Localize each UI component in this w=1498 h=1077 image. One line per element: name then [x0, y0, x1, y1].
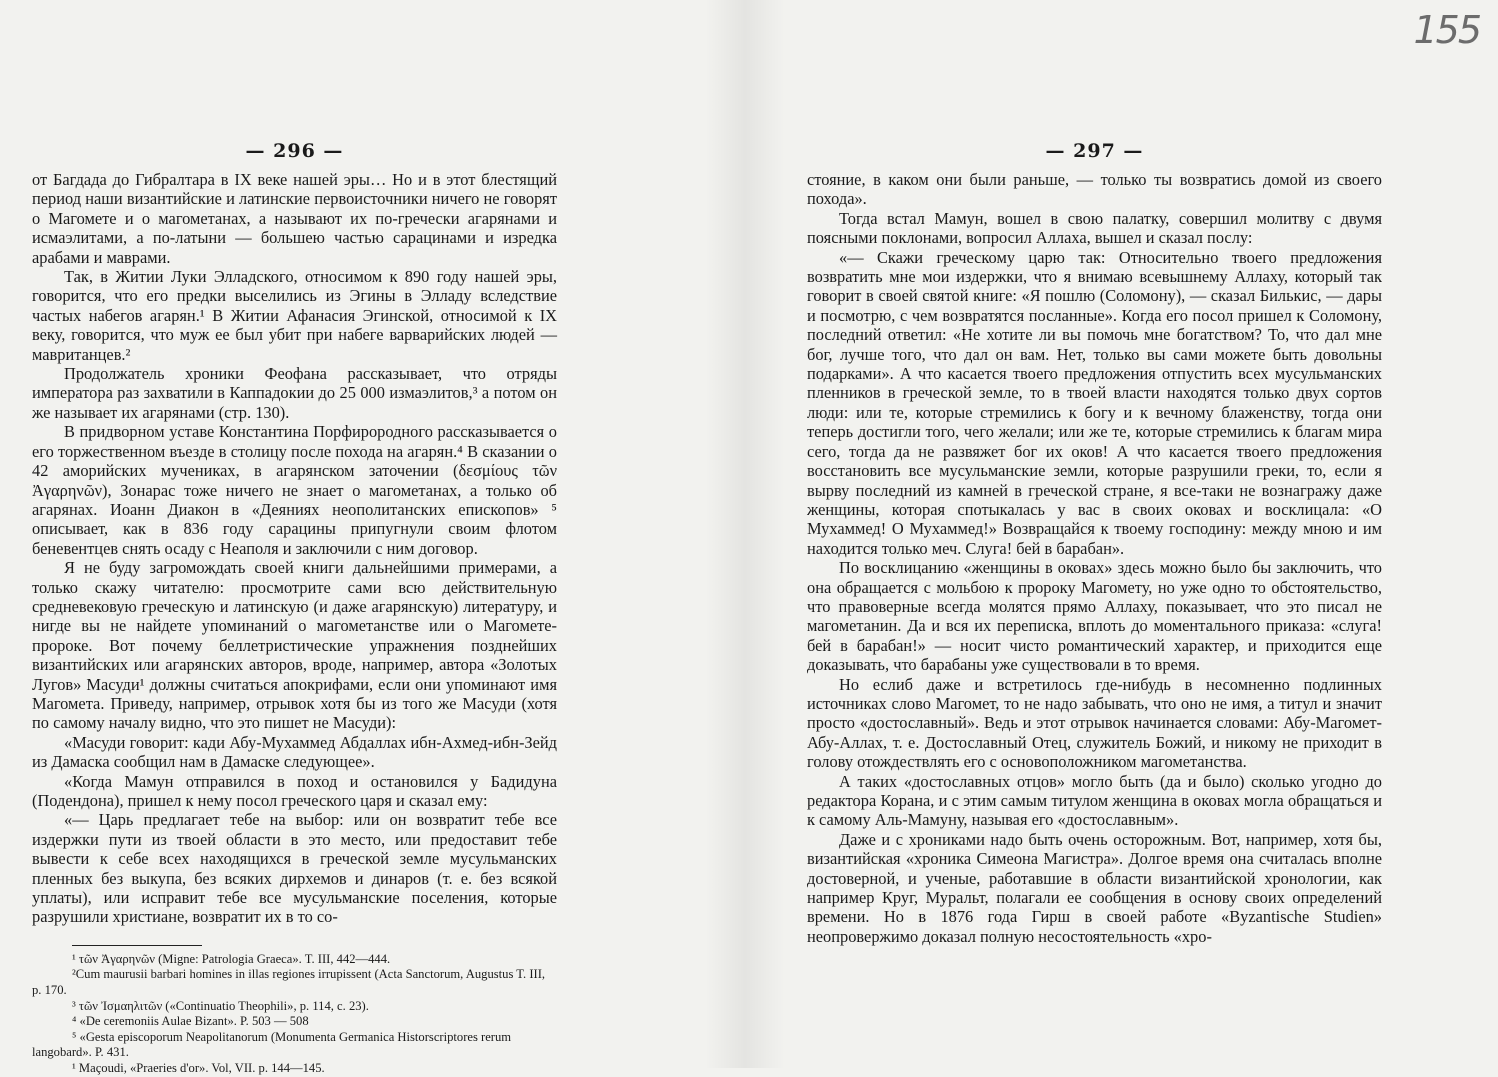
footnote: ²Cum maurusii barbari homines in illas regiones irrupissent (Acta Sanctorum, Augustus T. III, p. 170.	[32, 967, 546, 998]
page-number-right: — 297 —	[1045, 140, 1144, 162]
paragraph: По восклицанию «женщины в оковах» здесь можно было бы заключить, что она обращается с мольбою к пророку Магомету, но уже одно то обстоятельство, что правоверные всегда молятся прямо Аллаху, показывает, что это писал не магометанин. Да и вся их переписка, вплоть до моментального приказа: «слуга! бей в барабан!» — носит чисто романтический характер, и приходится еще доказывать, что барабаны уже существовали в то время.	[807, 558, 1382, 675]
left-page-body	[32, 170, 557, 927]
footnote: ¹ τῶν Ἀγαρηνῶν (Migne: Patrologia Graeca». T. III, 442—444.	[72, 951, 391, 966]
footnote-divider	[72, 945, 202, 946]
right-page	[749, 0, 1498, 1068]
paragraph: «Масуди говорит: кади Абу-Мухаммед Абдаллах ибн-Ахмед-ибн-Зейд из Дамаска сообщил нам в Дамаске следующее».	[32, 732, 557, 772]
footnote: ⁵ «Gesta episcoporum Neapolitanorum (Monumenta Germanica Historscriptores rerum langobard». P. 431.	[32, 1029, 512, 1060]
paragraph: А таких «достославных отцов» могло быть (да и было) сколько угодно до редактора Корана, и с этим самым титулом женщина в оковах могла обращаться и к самому Аль-Мамуну, называя его «достославным».	[807, 771, 1382, 830]
paragraph: «— Скажи греческому царю так: Относительно твоего предложения возвратить мне мои издержки, что я внимаю всевышнему Аллаху, который так говорит в своей святой книге: «Я пошлю (Соломону), — сказал Билькис, — дары и посмотрю, с чем возвратятся посланные». Когда его посол пришел к Соломону, последний ответил: «Не хотите ли вы помочь мне богатством? То, что дал мне бог, лучше того, что дал он вам. Нет, только вы сами можете быть довольны подарками». А что касается твоего предложения отпустить всех мусульманских пленников в греческой земле, то в твоей власти находятся только двух сортов люди: или те, которые стремились к богу и к вечному блаженству, тогда они теперь достигли того, чего желали; или же те, которые стремились к благам мира сего, тогда да не развяжет бог их оков! А что касается твоего предложения восстановить все мусульманские земли, которые разрушили греки, то, если я вырву последний из камней в греческой стране, я все-таки не вознагражу даже женщины, которая спотыкалась у вас в своих оковах и восклицала: «О Мухаммед! О Мухаммед!» Возвращайся к твоему господину: между мною и им находится только меч. Слуга! бей в барабан».	[807, 247, 1382, 558]
right-page-body	[807, 170, 1382, 946]
paragraph: Я не буду загромождать своей книги дальнейшими примерами, а только скажу читателю: просмотрите сами всю действительную средневековую греческую и латинскую (и даже агарянскую) литературу, и нигде вы не найдете упоминаний о магометанстве или о Магомете-пророке. Вот почему беллетристические упражнения позднейших византийских или агарянских авторов, вроде, например, автора «Золотых Лугов» Масуди¹ должны считаться апокрифами, если они упоминают имя Магомета. Приведу, например, отрывок хотя бы из того же Масуди (хотя по самому началу видно, что это пишет не Масуди):	[32, 558, 557, 733]
footnote: ¹ Maçoudi, «Praeries d'or». Vol, VII. p. 144—145.	[72, 1061, 325, 1075]
footnote: ³ τῶν Ἰσμαηλιτῶν («Continuatio Theophili», p. 114, c. 23).	[72, 998, 369, 1013]
paragraph: Даже и с хрониками надо быть очень осторожным. Вот, например, хотя бы, византийская «хроника Симеона Магистра». Долгое время она считалась вполне достоверной, и ученые, работавшие в области византийской хронологии, как например Круг, Муральт, полагали ее сообщения в основу своих определений времени. Но в 1876 года Гирш в своей работе «Byzantische Studien» неопровержимо доказал полную несостоятельность «хро-	[807, 829, 1382, 946]
paragraph: «— Царь предлагает тебе на выбор: или он возвратит тебе все издержки пути из твоей области в это место, или предоставит тебе вывести к себе всех находящихся в греческой земле мусульманских пленных без выкупа, без всяких дирхемов и динаров (т. е. без всякой уплаты), или исправит тебе все мусульманские поселения, которые разрушили христиане, возвратит их в то со-	[32, 810, 557, 927]
paragraph: В придворном уставе Константина Порфирородного рассказывается о его торжественном въезде в столицу после похода на агарян.⁴ В сказании о 42 аморийских мучениках, в агарянском заточении (δεσμίους τῶν Ἀγαρηνῶν), Зонарас тоже ничего не знает о магометанах, а только об агарянах. Иоанн Диакон в «Деяниях неополитанских епископов» ⁵ описывает, как в 836 году сарацины припугнули своим флотом беневентцев снять осаду с Неаполя и заключили с ним договор.	[32, 422, 557, 558]
left-page-footnotes	[32, 952, 557, 1077]
left-page	[0, 0, 749, 1075]
paragraph: Тогда встал Мамун, вошел в свою палатку, совершил молитву с двумя поясными поклонами, вопросил Аллаха, вышел и сказал послу:	[807, 208, 1382, 248]
footnote: ⁴ «De ceremoniis Aulae Bizant». P. 503 — 508	[72, 1014, 309, 1029]
paragraph: Продолжатель хроники Феофана рассказывает, что отряды императора раз захватили в Каппадокии до 25 000 измаэлитов,³ а потом он же называет их агарянами (стр. 130).	[32, 364, 557, 422]
paragraph: стояние, в каком они были раньше, — только ты возвратись домой из своего похода».	[807, 170, 1382, 209]
paragraph: Но еслиб даже и встретилось где-нибудь в несомненно подлинных источниках слово Магомет, то не надо забывать, что оно не имя, а титул и значит просто «достославный». Ведь и этот отрывок начинается словами: Абу-Магомет-Абу-Аллах, т. е. Достославный Отец, служитель Божий, и никому не приходит в голову отождествлять его с основоположником магометанства.	[807, 674, 1382, 772]
handwritten-margin-note: 155	[1413, 8, 1480, 52]
page-number-left: — 296 —	[245, 140, 344, 162]
paragraph: Так, в Житии Луки Элладского, относимом к 890 году нашей эры, говорится, что его предки выселились из Эгины в Элладу вследствие частых набегов агарян.¹ В Житии Афанасия Эгинской, относимой к IX веку, говорится, что муж ее был убит при набеге варварийских людей — мавританцев.²	[32, 267, 557, 364]
paragraph: от Багдада до Гибралтара в IX веке нашей эры… Но и в этот блестящий период наши византийские и латинские первоисточники ничего не говорят о Магомете и о магометанах, а называют их по-гречески агарянами и исмаэлитами, а по-латыни — большею частью сарацинами и изредка арабами и маврами.	[32, 170, 557, 267]
paragraph: «Когда Мамун отправился в поход и остановился у Бадидуна (Подендона), пришел к нему посол греческого царя и сказал ему:	[32, 771, 557, 810]
